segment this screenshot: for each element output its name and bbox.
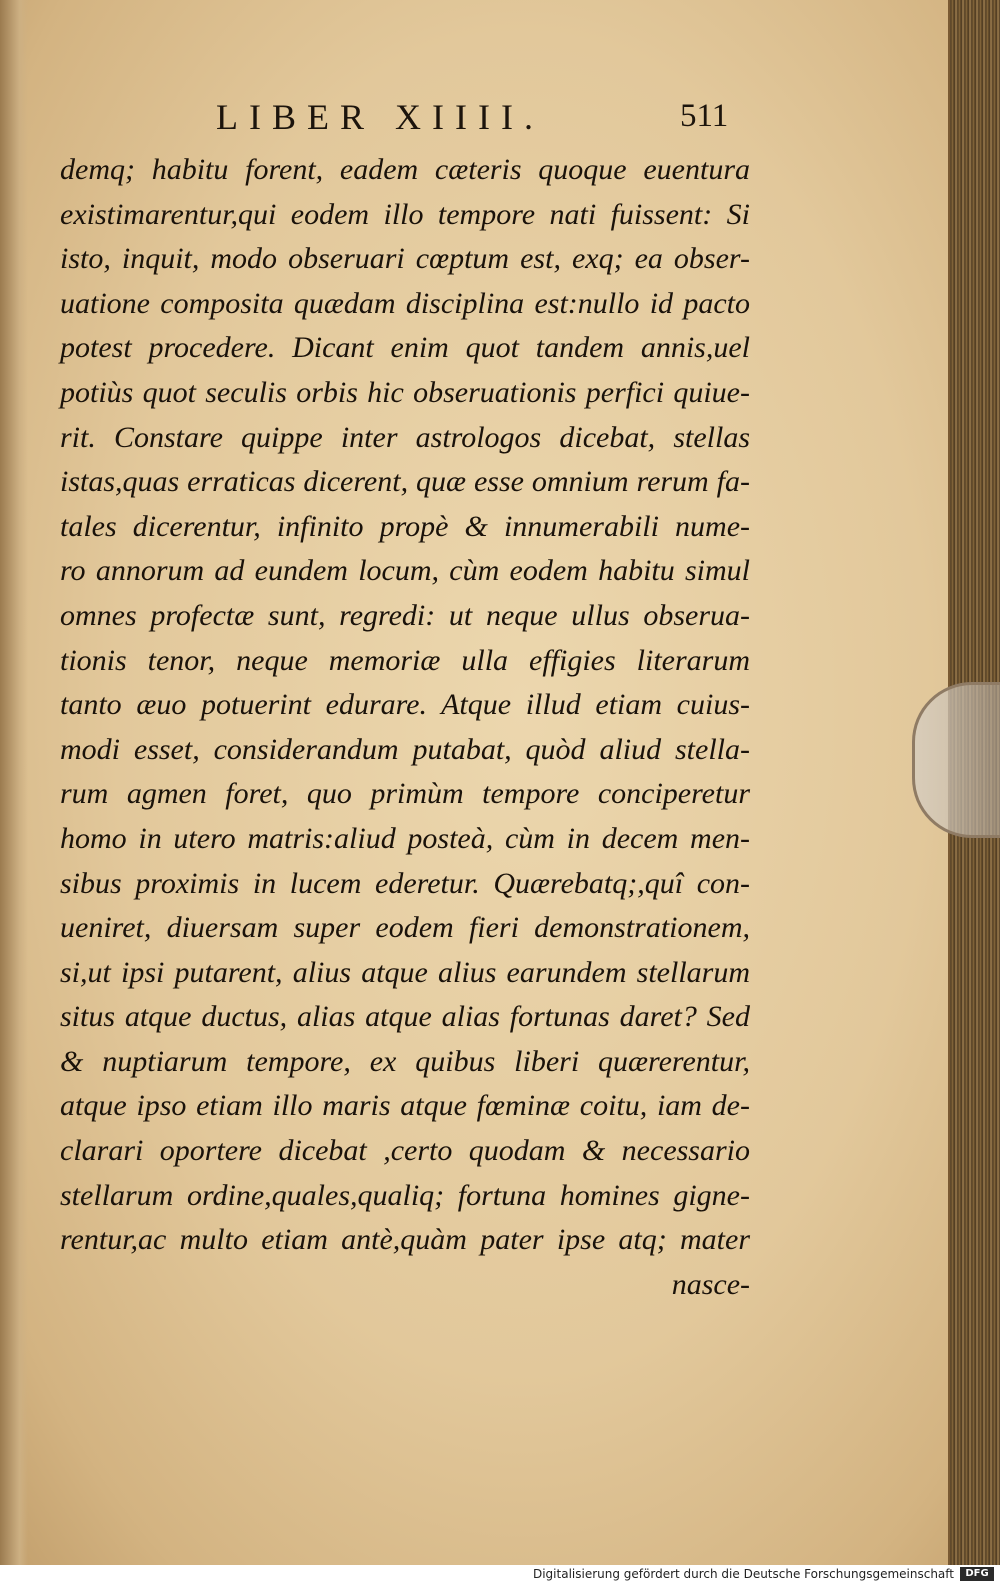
funding-credit: Digitalisierung gefördert durch die Deutsche Forschungsgemeinschaft	[532, 1567, 954, 1581]
text-line: isto, inquit, modo obseruari cœptum est, exq; ea obser-	[60, 242, 750, 276]
text-line: situs atque ductus, alias atque alias fortunas daret? Sed	[60, 1000, 750, 1034]
text-line: si,ut ipsi putarent, alius atque alius earundem stellarum	[60, 955, 750, 989]
book-gutter	[0, 0, 28, 1565]
text-line: clarari oportere dicebat ,certo quodam & necessario	[60, 1134, 750, 1168]
text-line: existimarentur,qui eodem illo tempore nati fuissent: Si	[60, 197, 750, 231]
text-line: & nuptiarum tempore, ex quibus liberi quærerentur,	[60, 1044, 750, 1078]
text-line: ueniret, diuersam super eodem fieri demonstrationem,	[60, 911, 750, 945]
text-line: homo in utero matris:aliud posteà, cùm in decem men-	[60, 821, 750, 855]
text-line: demq; habitu forent, eadem cæteris quoque euentura	[60, 153, 750, 186]
text-line: uatione composita quædam disciplina est:nullo id pacto	[60, 286, 750, 320]
text-line: potest procedere. Dicant enim quot tandem annis,uel	[60, 331, 750, 365]
dfg-logo: DFG	[960, 1567, 994, 1581]
text-line: sibus proximis in lucem ederetur. Quærebatq;,quî con-	[60, 866, 750, 900]
text-line: rit. Constare quippe inter astrologos dicebat, stellas	[60, 420, 750, 454]
body-text	[60, 148, 750, 1307]
text-line: atque ipso etiam illo maris atque fœminæ coitu, iam de-	[60, 1089, 750, 1123]
text-line: istas,quas erraticas dicerent, quæ esse omnium rerum fa-	[60, 465, 750, 499]
text-line: ro annorum ad eundem locum, cùm eodem habitu simul	[60, 554, 750, 588]
book-clasp	[912, 682, 1000, 838]
page-number: 511	[680, 98, 729, 134]
page-header	[0, 96, 948, 144]
text-line: tales dicerentur, infinito propè & innumerabili nume-	[60, 509, 750, 543]
text-line: rum agmen foret, quo primùm tempore conciperetur	[60, 777, 750, 811]
running-head: LIBER XIIII.	[216, 97, 544, 137]
text-line: tanto æuo potuerint edurare. Atque illud etiam cuius-	[60, 688, 750, 722]
text-line: modi esset, considerandum putabat, quòd aliud stella-	[60, 732, 750, 766]
digitization-footer	[0, 1565, 1000, 1585]
text-line: potiùs quot seculis orbis hic obseruationis perfici quiue-	[60, 375, 750, 409]
text-line: tionis tenor, neque memoriæ ulla effigies literarum	[60, 643, 750, 677]
text-line: rentur,ac multo etiam antè,quàm pater ipse atq; mater	[60, 1223, 750, 1257]
text-line: stellarum ordine,quales,qualiq; fortuna homines gigne-	[60, 1178, 750, 1212]
catchword: nasce-	[671, 1267, 750, 1301]
text-line: omnes profectæ sunt, regredi: ut neque ullus obserua-	[60, 598, 750, 632]
